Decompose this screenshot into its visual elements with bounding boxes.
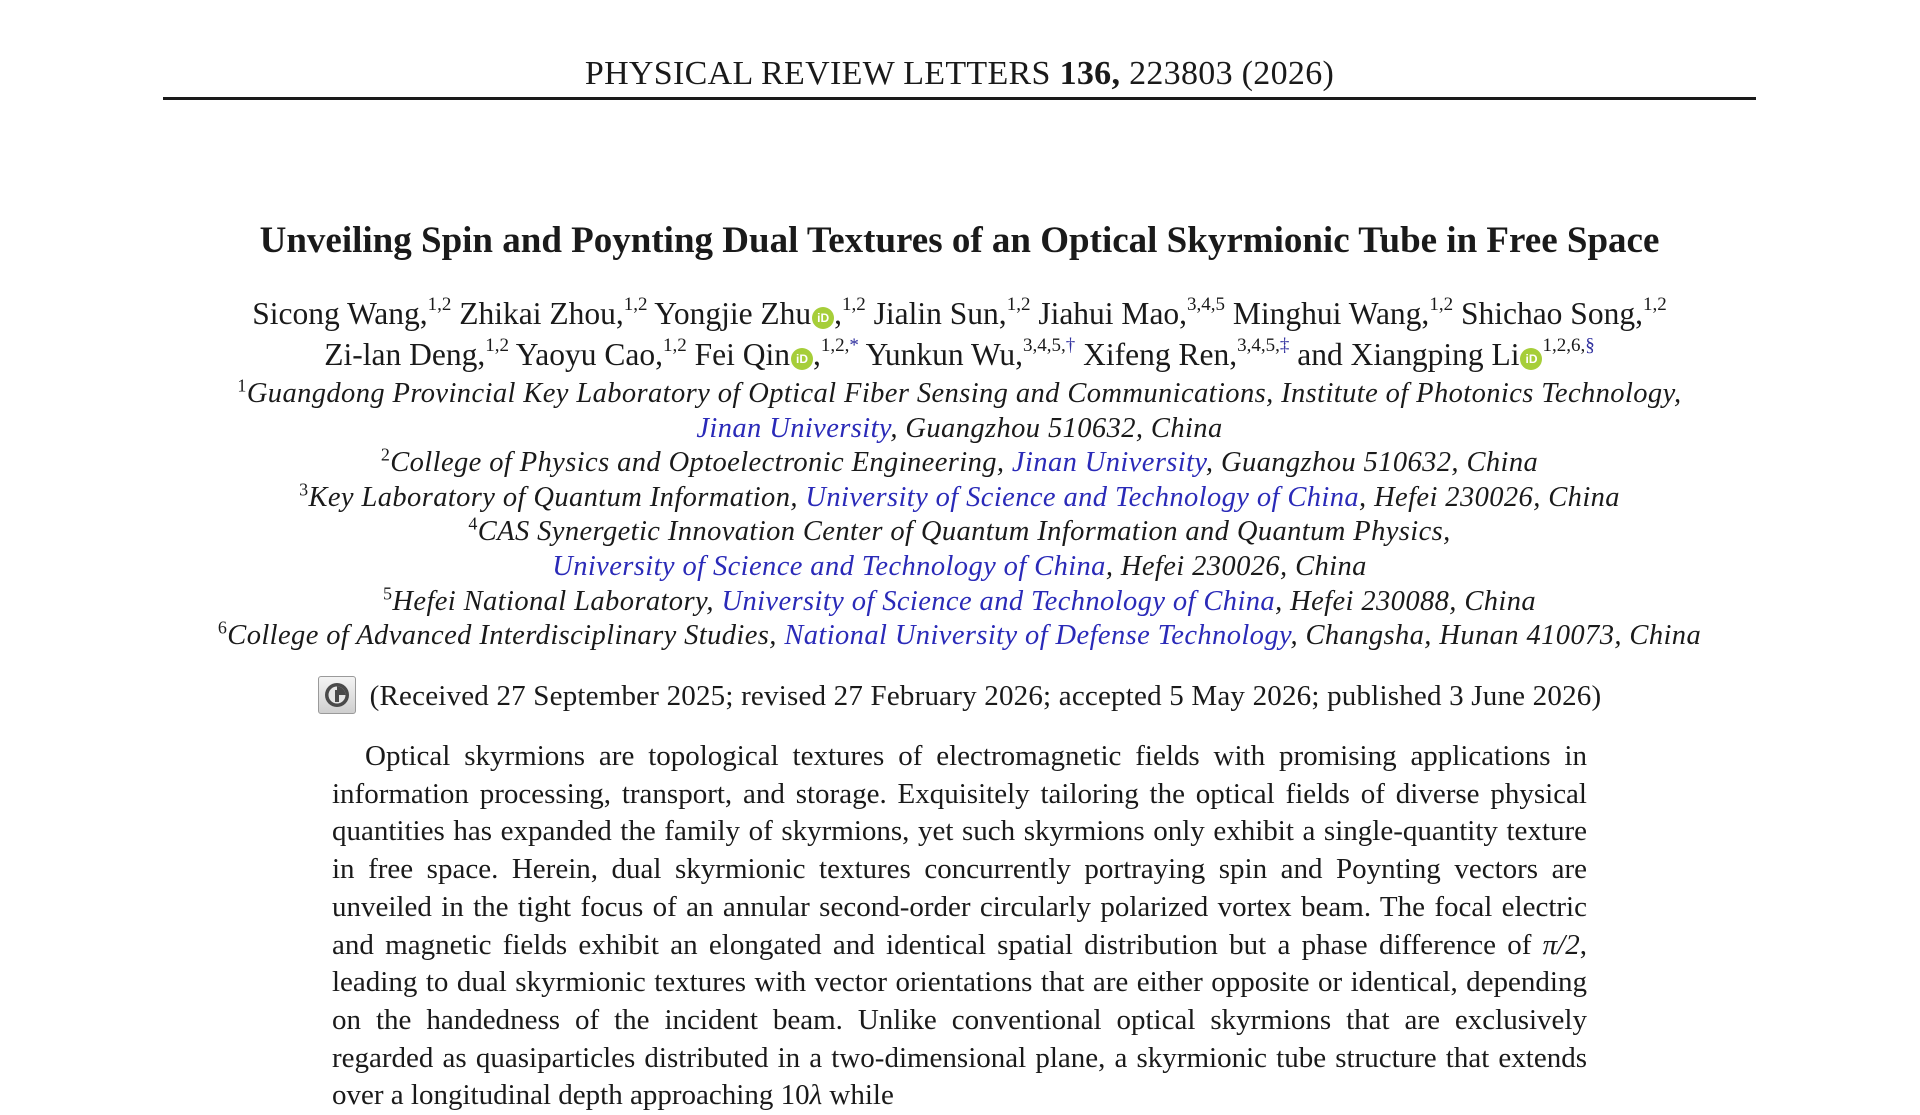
author[interactable]: Xiangping Li $iD^{1,2,6,\S}$ bbox=[1350, 334, 1595, 372]
and-conjunction: and bbox=[1297, 337, 1343, 372]
received-dates: (Received 27 September 2025; revised 27 February 2026; accepted 5 May 2026; published 3 June 2026) bbox=[369, 680, 1602, 712]
author[interactable]: Shichao Song,$^{1,2}$ bbox=[1460, 293, 1667, 331]
publication-history bbox=[163, 675, 1756, 717]
institution-link[interactable]: Jinan University bbox=[696, 412, 891, 444]
journal-name: PHYSICAL REVIEW LETTERS bbox=[584, 55, 1051, 92]
abstract: Optical skyrmions are topological textures of electromagnetic fields with promising applications in information processing, transport, and storage. Exquisitely tailoring the optical fields of diverse physical quantities has expanded the family of skyrmions, yet such skyrmions only exhibit a single-quantity texture in free space. Herein, dual skyrmionic textures concurrently portraying spin and Poynting vectors are unveiled in the tight focus of an annular second-order circularly polarized vortex beam. The focal electric and magnetic fields exhibit an elongated and identical spatial distribution but a phase difference of π/2, leading to dual skyrmionic textures with vector orientations that are either opposite or identical, depending on the handedness of the incident beam. Unlike conventional optical skyrmions that are exclusively regarded as quasiparticles distributed in a two-dimensional plane, a skyrmionic tube structure that extends over a longitudinal depth approaching 10λ while bbox=[332, 740, 1587, 1112]
math-inline: π/2 bbox=[1542, 928, 1580, 961]
affiliation: $^4$CAS Synergetic Innovation Center of Quantum Information and Quantum Physics, bbox=[468, 513, 1451, 548]
footnote-mark[interactable]: † bbox=[1065, 334, 1076, 356]
affiliation: University of Science and Technology of China, Hefei 230026, China bbox=[552, 550, 1367, 582]
footnote-mark[interactable]: § bbox=[1585, 334, 1595, 356]
affiliation: $^5$Hefei National Laboratory, University of Science and Technology of China, Hefei 230088, China bbox=[383, 583, 1536, 617]
orcid-icon[interactable]: iD bbox=[812, 307, 834, 329]
author[interactable]: Yunkun Wu,$^{3,4,5,\dagger}$ bbox=[865, 334, 1076, 372]
author[interactable]: Jiahui Mao,$^{3,4,5}$ bbox=[1038, 293, 1226, 331]
author[interactable]: Xifeng Ren,$^{3,4,5,\ddagger}$ bbox=[1083, 334, 1290, 372]
affiliation-list bbox=[163, 377, 1756, 654]
article-number: 223803 (2026) bbox=[1129, 55, 1335, 92]
footnote-mark[interactable]: * bbox=[849, 334, 859, 356]
affiliation: $^2$College of Physics and Optoelectronic Engineering, Jinan University, Guangzhou 510632, China bbox=[380, 444, 1539, 479]
author[interactable]: Yongjie Zhu iD ,$^{1,2}$ bbox=[654, 293, 866, 331]
orcid-icon[interactable]: iD bbox=[791, 348, 813, 370]
footnote-mark[interactable]: ‡ bbox=[1279, 334, 1290, 356]
author[interactable]: Zi-lan Deng,$^{1,2}$ bbox=[324, 334, 509, 372]
math-inline: λ bbox=[809, 1079, 823, 1112]
institution-link[interactable]: University of Science and Technology of China bbox=[721, 585, 1276, 617]
author[interactable]: Minghui Wang,$^{1,2}$ bbox=[1232, 293, 1454, 331]
header-rule bbox=[163, 97, 1756, 100]
author-list bbox=[163, 293, 1756, 375]
journal-volume: 136, bbox=[1059, 55, 1121, 92]
affiliation: $^1$Guangdong Provincial Key Laboratory of Optical Fiber Sensing and Communications, Institute of Photonics Technology, bbox=[237, 375, 1682, 409]
affiliation: $^6$College of Advanced Interdisciplinary Studies, National University of Defense Technology, Changsha, Hunan 410073, China bbox=[217, 617, 1702, 652]
orcid-icon[interactable]: iD bbox=[1520, 348, 1542, 370]
author[interactable]: Fei Qin iD ,$^{1,2,*}$ bbox=[694, 334, 859, 372]
affiliation: Jinan University, Guangzhou 510632, China bbox=[696, 412, 1223, 444]
author[interactable]: Zhikai Zhou,$^{1,2}$ bbox=[459, 293, 648, 331]
institution-link[interactable]: University of Science and Technology of China bbox=[805, 481, 1360, 513]
institution-link[interactable]: University of Science and Technology of China bbox=[552, 550, 1106, 582]
author[interactable]: Jialin Sun,$^{1,2}$ bbox=[873, 293, 1031, 331]
affiliation: $^3$Key Laboratory of Quantum Information, University of Science and Technology of China, Hefei 230026, China bbox=[299, 479, 1620, 513]
running-header bbox=[163, 50, 1756, 98]
author[interactable]: Sicong Wang,$^{1,2}$ bbox=[252, 293, 452, 331]
institution-link[interactable]: Jinan University bbox=[1011, 447, 1206, 479]
institution-link[interactable]: National University of Defense Technology bbox=[784, 620, 1291, 652]
check-for-updates-icon[interactable] bbox=[318, 676, 356, 714]
author[interactable]: Yaoyu Cao,$^{1,2}$ bbox=[515, 334, 687, 372]
article-title: Unveiling Spin and Poynting Dual Textures of an Optical Skyrmionic Tube in Free Space bbox=[259, 220, 1660, 261]
